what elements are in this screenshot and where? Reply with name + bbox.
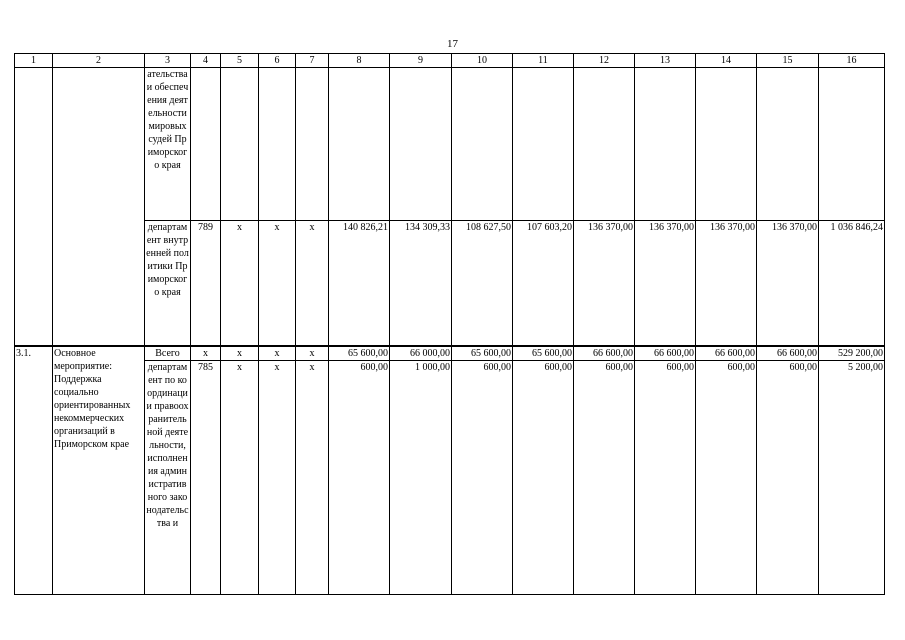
executor-name: департамент по координации правоохранительной деятельности, исполнения административного законодательства и xyxy=(146,361,189,529)
code-cell: 789 xyxy=(191,221,221,346)
value-cell: 5 200,00 xyxy=(819,360,885,594)
value-cell: 107 603,20 xyxy=(513,221,574,346)
column-number: 11 xyxy=(513,54,574,68)
budget-table xyxy=(14,53,885,595)
column-number: 8 xyxy=(329,54,390,68)
value-cell: 136 370,00 xyxy=(757,221,819,346)
code-cell: x xyxy=(221,360,259,594)
column-number: 3 xyxy=(145,54,191,68)
table-row xyxy=(15,221,885,346)
executor-cell: Всего xyxy=(145,346,191,361)
column-number: 5 xyxy=(221,54,259,68)
code-cell: x xyxy=(296,360,329,594)
value-cell: 1 036 846,24 xyxy=(819,221,885,346)
activity-name-cell xyxy=(53,346,145,595)
value-cell: 600,00 xyxy=(329,360,390,594)
column-number: 13 xyxy=(635,54,696,68)
value-cell: 66 600,00 xyxy=(574,346,635,361)
value-cell xyxy=(574,68,635,221)
code-cell: x xyxy=(259,360,296,594)
value-cell: 600,00 xyxy=(757,360,819,594)
value-cell: 600,00 xyxy=(696,360,757,594)
activity-name: Основное мероприятие: Поддержка социально ориентированных некоммерческих организаций в Приморском крае xyxy=(54,347,131,450)
column-number: 12 xyxy=(574,54,635,68)
page-number: 17 xyxy=(447,38,458,50)
value-cell: 66 600,00 xyxy=(757,346,819,361)
value-cell: 140 826,21 xyxy=(329,221,390,346)
column-number: 2 xyxy=(53,54,145,68)
executor-cell xyxy=(145,360,191,594)
value-cell: 66 000,00 xyxy=(390,346,452,361)
value-cell: 65 600,00 xyxy=(452,346,513,361)
value-cell xyxy=(757,68,819,221)
code-cell: x xyxy=(221,346,259,361)
code-cell: 785 xyxy=(191,360,221,594)
value-cell xyxy=(635,68,696,221)
value-cell: 66 600,00 xyxy=(696,346,757,361)
value-cell: 1 000,00 xyxy=(390,360,452,594)
value-cell xyxy=(819,68,885,221)
value-cell: 136 370,00 xyxy=(696,221,757,346)
value-cell: 65 600,00 xyxy=(513,346,574,361)
column-number: 16 xyxy=(819,54,885,68)
column-number: 15 xyxy=(757,54,819,68)
table-row xyxy=(15,346,885,361)
code-cell: x xyxy=(221,221,259,346)
column-number: 14 xyxy=(696,54,757,68)
value-cell: 136 370,00 xyxy=(635,221,696,346)
value-cell xyxy=(329,68,390,221)
value-cell: 108 627,50 xyxy=(452,221,513,346)
column-number: 7 xyxy=(296,54,329,68)
executor-name: департамент внутренней политики Приморского края xyxy=(146,222,189,298)
executor-name: ательства и обеспечения деятельности мировых судей Приморского края xyxy=(146,69,189,171)
value-cell: 600,00 xyxy=(574,360,635,594)
value-cell: 66 600,00 xyxy=(635,346,696,361)
value-cell: 65 600,00 xyxy=(329,346,390,361)
table-row xyxy=(15,68,885,221)
value-cell: 136 370,00 xyxy=(574,221,635,346)
item-number-cell: 3.1. xyxy=(15,346,53,595)
column-number: 4 xyxy=(191,54,221,68)
code-cell xyxy=(221,68,259,221)
column-number: 10 xyxy=(452,54,513,68)
value-cell xyxy=(452,68,513,221)
value-cell xyxy=(390,68,452,221)
value-cell: 600,00 xyxy=(452,360,513,594)
code-cell: x xyxy=(191,346,221,361)
code-cell: x xyxy=(259,346,296,361)
code-cell: x xyxy=(296,221,329,346)
column-number: 1 xyxy=(15,54,53,68)
table-row xyxy=(15,360,885,594)
column-number: 6 xyxy=(259,54,296,68)
column-number: 9 xyxy=(390,54,452,68)
value-cell: 600,00 xyxy=(513,360,574,594)
executor-cell xyxy=(145,221,191,346)
code-cell xyxy=(259,68,296,221)
code-cell xyxy=(191,68,221,221)
code-cell: x xyxy=(259,221,296,346)
executor-cell xyxy=(145,68,191,221)
code-cell xyxy=(296,68,329,221)
value-cell: 529 200,00 xyxy=(819,346,885,361)
value-cell: 134 309,33 xyxy=(390,221,452,346)
value-cell xyxy=(696,68,757,221)
activity-name-cell xyxy=(53,68,145,346)
code-cell: x xyxy=(296,346,329,361)
value-cell xyxy=(513,68,574,221)
column-number-row xyxy=(15,54,885,68)
item-number-cell xyxy=(15,68,53,346)
value-cell: 600,00 xyxy=(635,360,696,594)
